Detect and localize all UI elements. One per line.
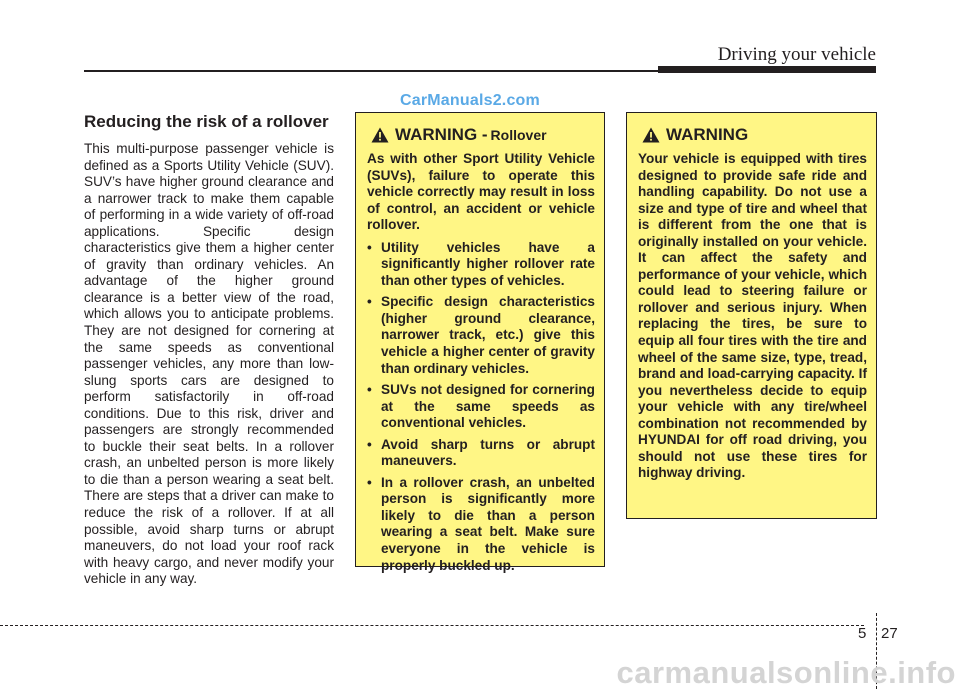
warning-bullet: • Specific design characteristics (higher ground clearance, narrower track, etc.) give this vehicle a higher center of gravity than ordinary vehicles. bbox=[367, 294, 595, 377]
section-body: This multi-purpose passenger vehicle is defined as a Sports Utility Vehicle (SUV). SUV’s have higher ground clearance and a narrower track to make them capable of performing in a wide variety of off-road applications. Specific design characteristics give them a higher center of gravity than ordinary vehicles. An advantage of the higher ground clearance is a better view of the road, which allows you to anticipate problems. They are not designed for cornering at the same speeds as conventional passenger vehicles, any more than low-slung sports cars are designed to perform satisfactorily in off-road conditions. Due to this risk, driver and passengers are strongly recommended to buckle their seat belts. In a rollover crash, an unbelted person is more likely to die than a person wearing a seat belt. There are steps that a driver can make to reduce the risk of a rollover. If at all possible, avoid sharp turns or abrupt maneuvers, do not load your roof rack with heavy cargo, and never modify your vehicle in any way. bbox=[84, 141, 334, 587]
rollover-section bbox=[84, 112, 334, 588]
warning-bullet-list bbox=[367, 240, 595, 574]
section-heading: Reducing the risk of a rollover bbox=[84, 112, 329, 131]
footer-dashed-rule bbox=[0, 625, 864, 626]
warning-triangle-icon bbox=[642, 127, 660, 143]
chapter-number: 5 bbox=[858, 625, 867, 642]
header-rule-thick bbox=[658, 66, 876, 73]
warning-subtitle: Rollover bbox=[490, 127, 547, 143]
warning-tires-text: Your vehicle is equipped with tires designed to provide safe ride and handling capability. Do not use a size and type of tire and wheel that is different from the one that is originally installed on your vehicle. It can affect the safety and performance of your vehicle, which could lead to steering failure or rollover and serious injury. When replacing the tires, be sure to equip all four tires with the tire and wheel of the same size, type, tread, brand and load-carrying capacity. If you nevertheless decide to equip your vehicle with any tire/wheel combination not recommended by HYUNDAI for off road driving, you should not use these tires for highway driving. bbox=[638, 151, 867, 481]
running-header-title: Driving your vehicle bbox=[717, 44, 876, 65]
warning-title-row bbox=[367, 125, 595, 145]
warning-bullet: • SUVs not designed for cornering at the same speeds as conventional vehicles. bbox=[367, 382, 595, 432]
warning-box-rollover bbox=[355, 112, 605, 573]
page-number: 27 bbox=[881, 625, 898, 642]
warning-box-tires bbox=[626, 112, 877, 519]
warning-bullet: • Avoid sharp turns or abrupt maneuvers. bbox=[367, 437, 595, 470]
watermark-carmanuals2: CarManuals2.com bbox=[400, 92, 540, 109]
header-rule-thin bbox=[84, 70, 660, 72]
warning-title: WARNING bbox=[666, 125, 749, 144]
warning-triangle-icon bbox=[371, 127, 389, 143]
warning-intro: As with other Sport Utility Vehicle (SUVs), failure to operate this vehicle correctly may result in loss of control, an accident or vehicle rollover. bbox=[367, 151, 595, 233]
watermark-carmanualsonline: carmanualsonline.info bbox=[616, 655, 956, 690]
warning-title: WARNING - bbox=[395, 125, 488, 144]
warning-bullet: • Utility vehicles have a significantly higher rollover rate than other types of vehicles. bbox=[367, 240, 595, 290]
warning-title-row bbox=[638, 125, 867, 145]
warning-bullet: • In a rollover crash, an unbelted person is significantly more likely to die than a person wearing a seat belt. Make sure everyone in the vehicle is properly buckled up. bbox=[367, 475, 595, 574]
